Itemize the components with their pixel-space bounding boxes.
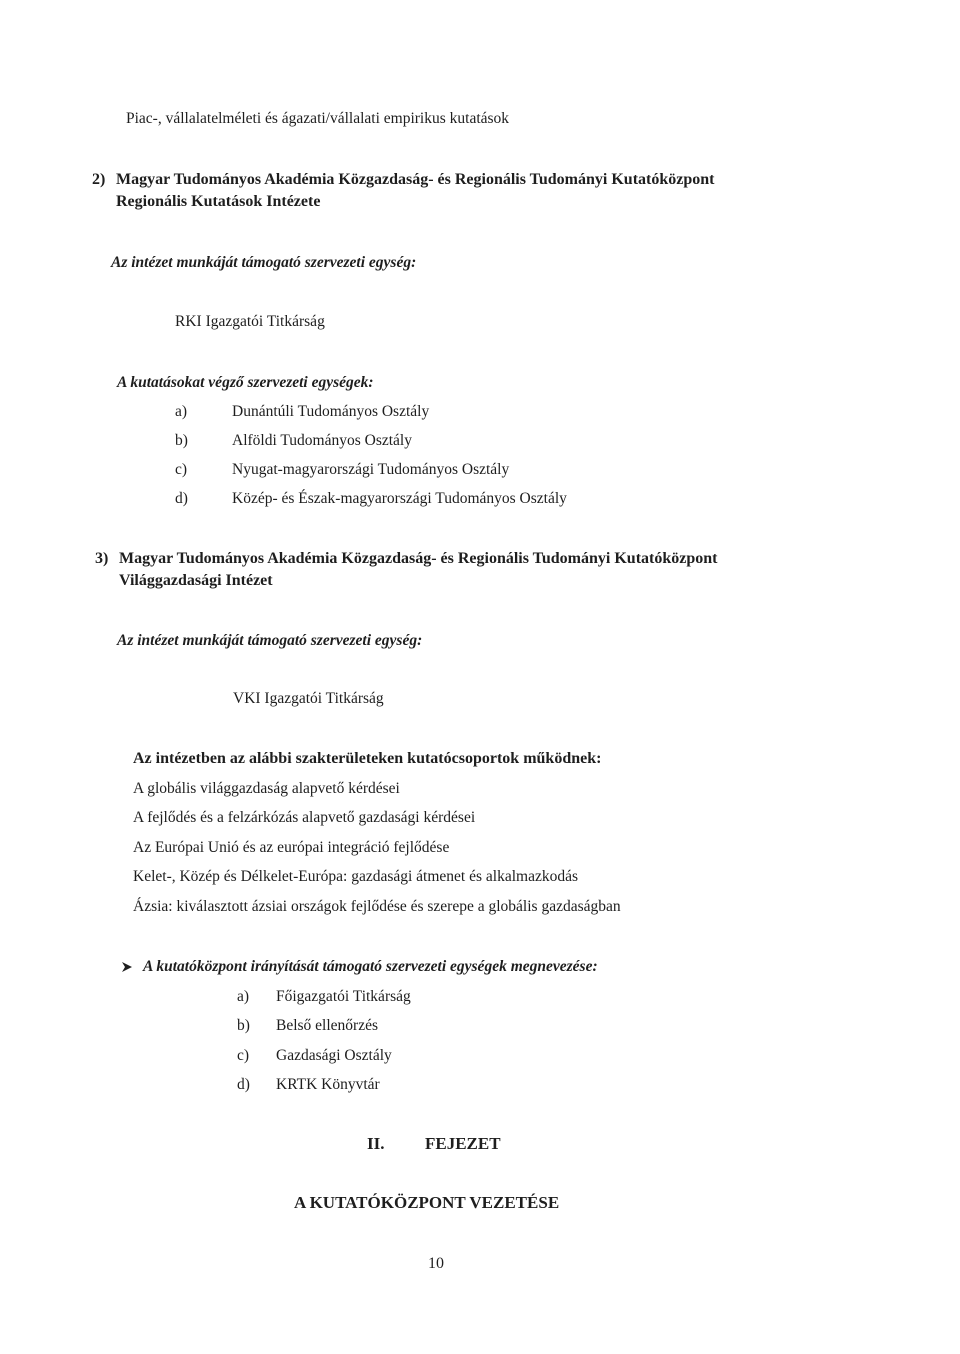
- section3-number: 3): [95, 550, 109, 567]
- list-label: b): [237, 1017, 250, 1034]
- list-item: KRTK Könyvtár: [276, 1076, 380, 1093]
- list-item: Dunántúli Tudományos Osztály: [232, 403, 430, 420]
- list-label: b): [175, 432, 188, 449]
- chapter-word: FEJEZET: [425, 1134, 501, 1153]
- list-item: Gazdasági Osztály: [276, 1047, 392, 1064]
- section2-number: 2): [92, 171, 106, 188]
- section3-support-unit: VKI Igazgatói Titkárság: [233, 690, 384, 707]
- chapter-number: II.: [367, 1134, 385, 1153]
- list-label: a): [237, 988, 250, 1005]
- section3-title-line2: Világgazdasági Intézet: [119, 572, 273, 589]
- list-label: a): [175, 403, 188, 420]
- list-item: Közép- és Észak-magyarországi Tudományos Osztály: [232, 490, 567, 507]
- management-heading: A kutatóközpont irányítását támogató szervezeti egységek megnevezése:: [143, 958, 598, 975]
- section3-title-line1: Magyar Tudományos Akadémia Közgazdaság- és Regionális Tudományi Kutatóközpont: [119, 550, 718, 567]
- list-label: c): [175, 461, 188, 478]
- intro-line: Piac-, vállalatelméleti és ágazati/vállalati empirikus kutatások: [126, 110, 510, 127]
- list-item: A fejlődés és a felzárkózás alapvető gazdasági kérdései: [133, 809, 476, 826]
- section2-title-line2: Regionális Kutatások Intézete: [116, 193, 321, 210]
- list-item: Kelet-, Közép és Délkelet-Európa: gazdasági átmenet és alkalmazkodás: [133, 868, 578, 885]
- list-item: Főigazgatói Titkárság: [276, 988, 411, 1005]
- page-number: 10: [428, 1255, 444, 1272]
- list-item: Nyugat-magyarországi Tudományos Osztály: [232, 461, 510, 478]
- section3-groups-heading: Az intézetben az alábbi szakterületeken kutatócsoportok működnek:: [133, 750, 602, 767]
- list-item: Belső ellenőrzés: [276, 1017, 379, 1034]
- list-item: Ázsia: kiválasztott ázsiai országok fejlődése és szerepe a globális gazdaságban: [133, 898, 621, 915]
- section2-title-line1: Magyar Tudományos Akadémia Közgazdaság- és Regionális Tudományi Kutatóközpont: [116, 171, 715, 188]
- section2-research-heading: A kutatásokat végző szervezeti egységek:: [117, 374, 374, 391]
- list-label: c): [237, 1047, 250, 1064]
- list-label: d): [237, 1076, 250, 1093]
- section3-support-heading: Az intézet munkáját támogató szervezeti egység:: [117, 632, 423, 649]
- chapter-title: A KUTATÓKÖZPONT VEZETÉSE: [294, 1193, 560, 1212]
- list-item: A globális világgazdaság alapvető kérdései: [133, 780, 400, 797]
- arrow-bullet-icon: [120, 960, 134, 978]
- section2-support-unit: RKI Igazgatói Titkárság: [175, 313, 325, 330]
- list-label: d): [175, 490, 188, 507]
- list-item: Alföldi Tudományos Osztály: [232, 432, 412, 449]
- list-item: Az Európai Unió és az európai integráció fejlődése: [133, 839, 450, 856]
- section2-support-heading: Az intézet munkáját támogató szervezeti egység:: [111, 254, 417, 271]
